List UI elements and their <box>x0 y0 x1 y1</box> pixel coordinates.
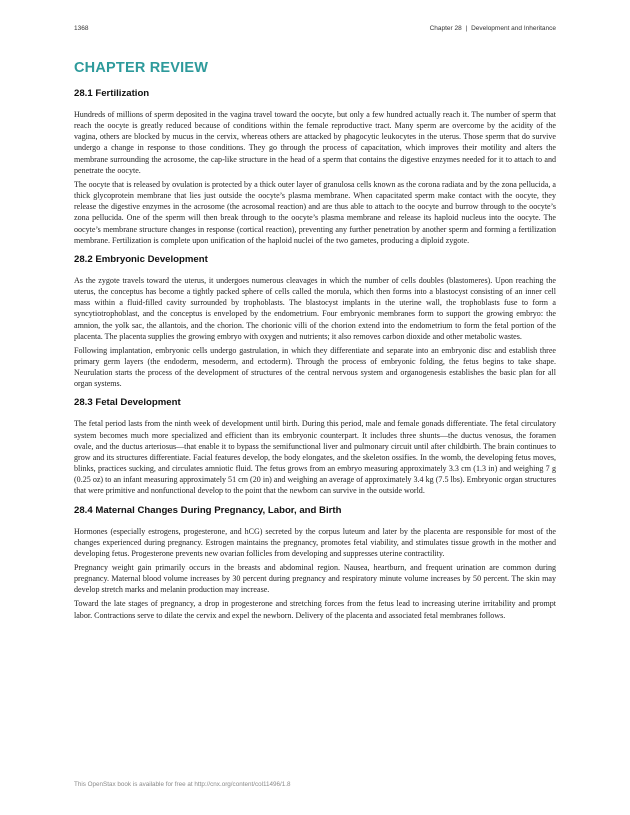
chapter-ref: Chapter 28 <box>429 25 462 32</box>
section-fetal-development <box>74 397 556 496</box>
paragraph: Following implantation, embryonic cells undergo gastrulation, in which they differentiate and separate into an embryonic disc and establish three primary germ layers (the endoderm, mesoderm, and ectoderm). Through the process of embryonic folding, the fetus begins to take shape. Neurulation starts the process of the development of structures of the central nervous system and organogenesis establishes the basic plan for all organ systems. <box>74 345 556 389</box>
section-maternal-changes <box>74 505 556 621</box>
section-title: 28.3 Fetal Development <box>74 397 181 409</box>
main-content <box>74 60 556 629</box>
chapter-reference <box>430 25 556 32</box>
section-fertilization <box>74 88 556 246</box>
paragraph: Pregnancy weight gain primarily occurs in the breasts and abdominal region. Nausea, heartburn, and frequent urination are common during pregnancy. Maternal blood volume increases by 30 percent during pregnancy and respiratory minute volume increases by 50 percent. The skin may develop stretch marks and melanin production may increase. <box>74 563 556 595</box>
paragraph: As the zygote travels toward the uterus, it undergoes numerous cleavages in which the number of cells doubles (blastomeres). Upon reaching the uterus, the conceptus has become a tightly packed sphere of cells called the morula, which then forms into a blastocyst consisting of an inner cell mass within a fluid-filled cavity surrounded by trophoblasts. The blastocyst implants in the uterine wall, the trophoblasts fuse to form a syncytiotrophoblast, and the conceptus is enveloped by the endometrium. Four embryonic membranes form to support the growing embryo: the amnion, the yolk sac, the allantois, and the chorion. The chorionic villi of the chorion extend into the endometrium to form the fetal portion of the placenta. The placenta supplies the growing embryo with oxygen and nutrients; it also removes carbon dioxide and other metabolic wastes. <box>74 275 556 341</box>
header-separator: | <box>465 25 468 32</box>
section-title: 28.2 Embryonic Development <box>74 253 208 265</box>
running-header <box>74 25 556 32</box>
paragraph: The fetal period lasts from the ninth week of development until birth. During this period, male and female gonads differentiate. The fetal circulatory system becomes much more specialized and efficient than its embryonic counterpart. It includes three shunts—the ductus venosus, the foramen ovale, and the ductus arteriosus—that enable it to bypass the semifunctional liver and pulmonary circuit until after childbirth. The brain continues to grow and its structures differentiate. Facial features develop, the body elongates, and the skeleton ossifies. In the womb, the developing fetus moves, blinks, practices sucking, and circulates amniotic fluid. The fetus grows from an embryo measuring approximately 3.3 cm (1.3 in) and weighing 7 g (0.25 oz) to an infant measuring approximately 51 cm (20 in) and weighing an average of approximately 3.4 kg (7.5 lbs). Embryonic organ structures that were primitive and nonfunctional develop to the point that the newborn can survive in the outside world. <box>74 419 556 496</box>
page-footer: This OpenStax book is available for free at http://cnx.org/content/col11496/1.8 <box>74 781 291 788</box>
chapter-title: CHAPTER REVIEW <box>74 60 209 76</box>
chapter-name: Development and Inheritance <box>471 25 556 32</box>
page-number: 1368 <box>74 25 89 32</box>
paragraph: Hormones (especially estrogens, progesterone, and hCG) secreted by the corpus luteum and later by the placenta are responsible for most of the changes experienced during pregnancy. Estrogen maintains the pregnancy, promotes fetal viability, and stimulates tissue growth in the mother and developing fetus. Progesterone prevents new ovarian follicles from developing and suppresses uterine contractility. <box>74 526 556 558</box>
section-title: 28.4 Maternal Changes During Pregnancy, Labor, and Birth <box>74 504 342 516</box>
paragraph: Hundreds of millions of sperm deposited in the vagina travel toward the oocyte, but only a few hundred actually reach it. The number of sperm that reach the oocyte is greatly reduced because of conditions within the female reproductive tract. Many sperm are overcome by the acidity of the vagina, others are blocked by mucus in the cervix, whereas others are attacked by phagocytic leukocytes in the uterus. Those sperm that do survive undergo a change in response to those conditions. They go through the process of capacitation, which improves their motility and alters the membrane surrounding the acrosome, the cap-like structure in the head of a sperm that contains the digestive enzymes needed for it to attach to and penetrate the oocyte. <box>74 110 556 175</box>
paragraph: The oocyte that is released by ovulation is protected by a thick outer layer of granulosa cells known as the corona radiata and by the zona pellucida, a thick glycoprotein membrane that lies just outside the oocyte’s plasma membrane. When capacitated sperm make contact with the oocyte, they release the digestive enzymes in the acrosome (the acrosomal reaction) and are thus able to attach to the oocyte and burrow through to the oocyte’s zona pellucida. One of the sperm will then break through to the oocyte’s plasma membrane and release its haploid nucleus into the oocyte. The oocyte’s membrane structure changes in response (cortical reaction), preventing any further penetration by another sperm and forming a fertilization membrane. Fertilization is complete upon unification of the haploid nuclei of the two gametes, producing a diploid zygote. <box>74 179 556 245</box>
paragraph: Toward the late stages of pregnancy, a drop in progesterone and stretching forces from the fetus lead to increasing uterine irritability and prompt labor. Contractions serve to dilate the cervix and expel the newborn. Delivery of the placenta and associated fetal membranes follows. <box>74 599 556 620</box>
section-embryonic-development <box>74 254 556 390</box>
section-title: 28.1 Fertilization <box>74 88 150 99</box>
